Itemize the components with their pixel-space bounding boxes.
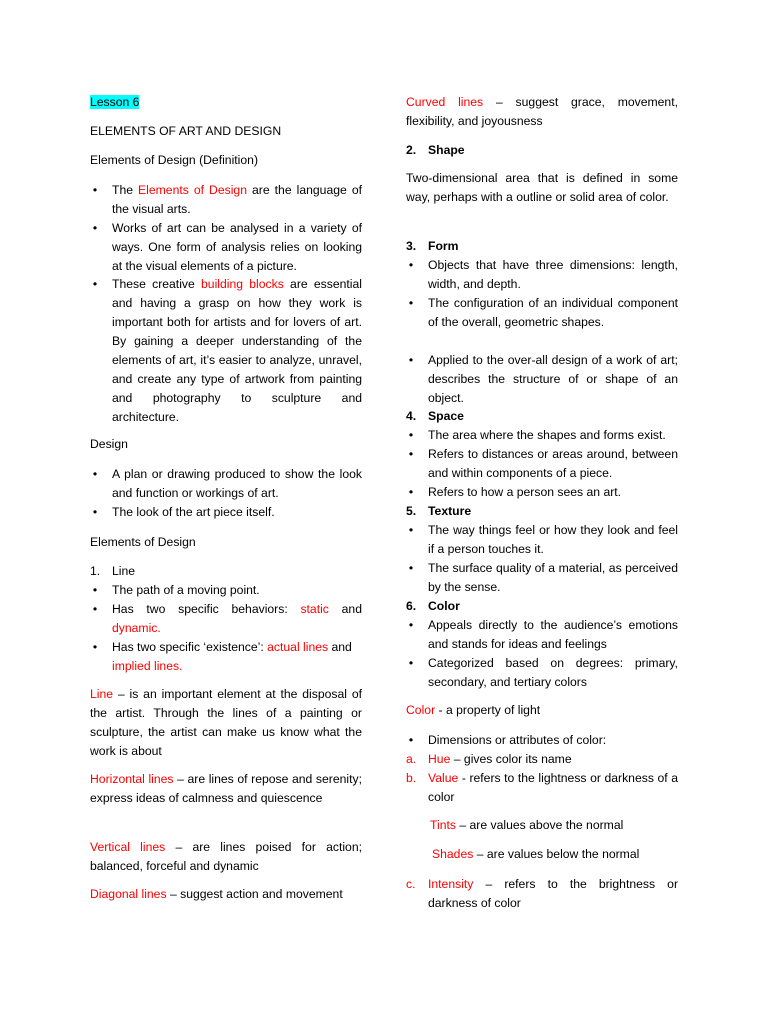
definition-heading: Elements of Design (Definition) xyxy=(90,153,258,167)
design-heading: Design xyxy=(90,437,128,451)
item-intensity: c. Intensity – refers to the brightness or darkness of color xyxy=(406,877,678,910)
shades-definition: Shades – are values below the normal xyxy=(432,847,640,861)
main-title: ELEMENTS OF ART AND DESIGN xyxy=(90,124,282,138)
bullet-space-area: • The area where the shapes and forms exist. xyxy=(428,426,678,445)
bullet-icon: • xyxy=(408,485,414,499)
bullet-design-plan: • A plan or drawing produced to show the look and function or workings of art. xyxy=(112,465,362,503)
bullet-icon: • xyxy=(408,353,414,367)
bullet-form-design: • Applied to the over-all design of a work of art; describes the structure of or shape of an object. xyxy=(428,351,678,408)
bullet-form-dimensions: • Objects that have three dimensions: length, width, and depth. xyxy=(428,256,678,294)
item-shape-title: 2. Shape xyxy=(406,143,465,157)
line-definition: Line – is an important element at the disposal of the artist. Through the lines of a painting or sculpture, the artist can make us know what the work is about xyxy=(90,687,362,758)
bullet-form-configuration: • The configuration of an individual component of the overall, geometric shapes. xyxy=(428,294,678,332)
diagonal-lines-definition: Diagonal lines – suggest action and movement xyxy=(90,887,343,901)
bullet-elements-of-design: • The Elements of Design are the language of the visual arts. xyxy=(112,181,362,219)
bullet-icon: • xyxy=(408,523,414,537)
elements-heading: Elements of Design xyxy=(90,535,196,549)
bullet-icon: • xyxy=(408,428,414,442)
bullet-icon: • xyxy=(92,277,98,291)
bullet-icon: • xyxy=(92,221,98,235)
bullet-icon: • xyxy=(92,183,98,197)
bullet-icon: • xyxy=(408,656,414,670)
bullet-building-blocks: • These creative building blocks are essential and having a grasp on how they work is important both for artists and for lovers of art. By gaining a deeper understanding of the elements of art, it’s easier to analyze, unravel, and create any type of artwork from painting and photography to sculpture and architecture. xyxy=(112,275,362,427)
bullet-texture-feel: • The way things feel or how they look and feel if a person touches it. xyxy=(428,521,678,559)
bullet-line-path: • The path of a moving point. xyxy=(112,581,362,600)
color-definition: Color - a property of light xyxy=(406,703,541,717)
bullet-color-degrees: • Categorized based on degrees: primary, secondary, and tertiary colors xyxy=(428,654,678,692)
shape-definition: Two-dimensional area that is defined in some way, perhaps with a outline or solid area of color. xyxy=(406,171,678,204)
bullet-design-look: • The look of the art piece itself. xyxy=(112,503,362,522)
item-texture-title: 5. Texture xyxy=(406,504,472,518)
bullet-line-behaviors: • Has two specific behaviors: static and dynamic. xyxy=(112,600,362,638)
bullet-color-dimensions: • Dimensions or attributes of color: xyxy=(428,731,678,750)
vertical-lines-definition: Vertical lines – are lines poised for action; balanced, forceful and dynamic xyxy=(90,840,362,873)
bullet-line-existence: • Has two specific ‘existence’: actual lines and implied lines. xyxy=(112,638,362,676)
bullet-icon: • xyxy=(408,447,414,461)
item-form-title: 3. Form xyxy=(406,239,459,253)
lesson-highlight: Lesson 6 xyxy=(90,95,140,109)
bullet-icon: • xyxy=(92,602,98,616)
item-space-title: 4. Space xyxy=(406,409,464,423)
item-value: b. Value - refers to the lightness or darkness of a color xyxy=(406,771,678,804)
bullet-icon: • xyxy=(408,618,414,632)
bullet-icon: • xyxy=(408,561,414,575)
bullet-icon: • xyxy=(92,467,98,481)
item-color-title: 6. Color xyxy=(406,599,460,613)
tints-definition: Tints – are values above the normal xyxy=(430,818,624,832)
bullet-space-distances: • Refers to distances or areas around, between and within components of a piece. xyxy=(428,445,678,483)
bullet-icon: • xyxy=(408,258,414,272)
bullet-space-perception: • Refers to how a person sees an art. xyxy=(428,483,678,502)
horizontal-lines-definition: Horizontal lines – are lines of repose and serenity; express ideas of calmness and quiescence xyxy=(90,772,362,805)
bullet-icon: • xyxy=(92,640,98,654)
curved-lines-definition: Curved lines – suggest grace, movement, flexibility, and joyousness xyxy=(406,95,678,128)
bullet-color-emotions: • Appeals directly to the audience’s emotions and stands for ideas and feelings xyxy=(428,616,678,654)
bullet-texture-surface: • The surface quality of a material, as perceived by the sense. xyxy=(428,559,678,597)
bullet-icon: • xyxy=(408,296,414,310)
item-hue: a. Hue – gives color its name xyxy=(406,752,572,766)
bullet-icon: • xyxy=(92,583,98,597)
lesson-label xyxy=(90,93,362,112)
item-line-title: 1. Line xyxy=(90,564,136,578)
bullet-icon: • xyxy=(92,505,98,519)
bullet-icon: • xyxy=(408,733,414,747)
bullet-works-of-art: • Works of art can be analysed in a variety of ways. One form of analysis relies on looking at the visual elements of a picture. xyxy=(112,219,362,276)
